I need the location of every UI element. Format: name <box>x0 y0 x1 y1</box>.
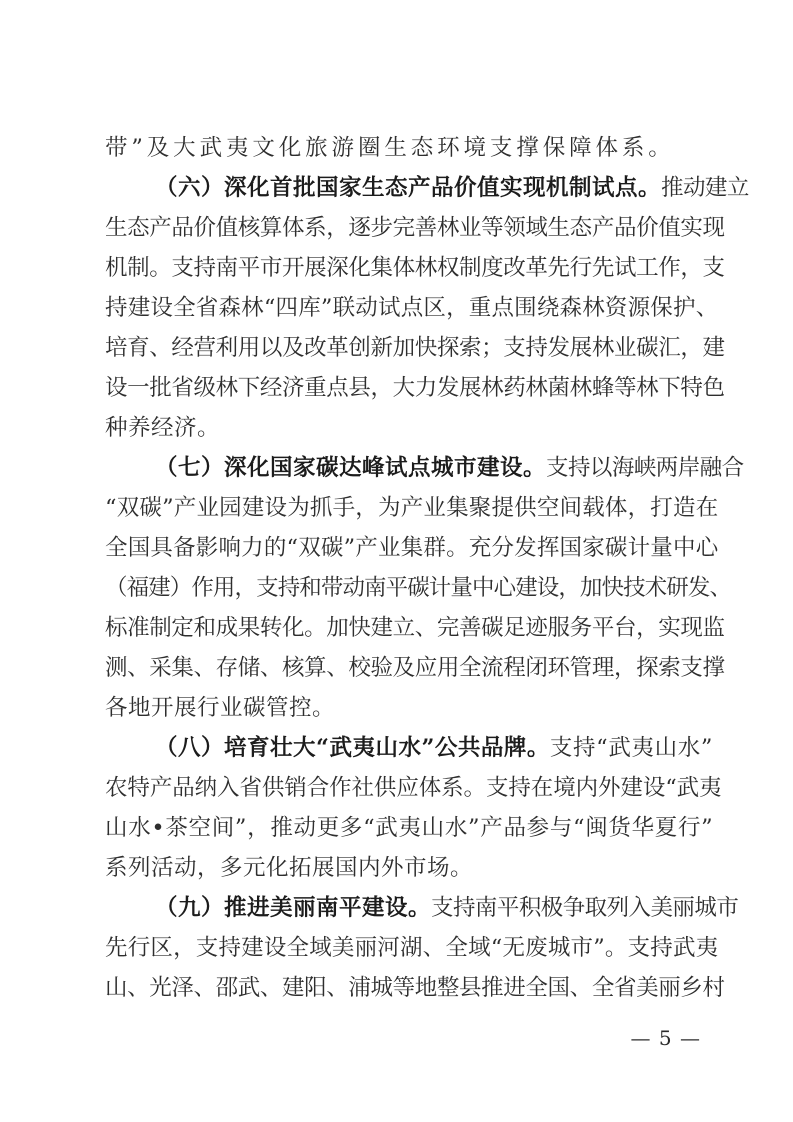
line-text: 农特产品纳入省供销合作社供应体系。支持在境内外建设“武夷 <box>105 775 722 801</box>
section-eight-heading: 培育壮大“武夷山水”公共品牌。 <box>224 735 550 761</box>
line-text: 系列活动，多元化拓展国内外市场。 <box>105 855 474 881</box>
text-line <box>105 848 701 888</box>
line-text: 山、光泽、邵武、建阳、浦城等地整县推进全国、全省美丽乡村 <box>105 975 725 1001</box>
text-line <box>105 288 719 328</box>
section-eight-line1-rest: 支持“武夷山水” <box>549 735 713 761</box>
line-text: 设一批省级林下经济重点县，大力发展林药林菌林蜂等林下特色 <box>105 375 725 401</box>
line-text: 生态产品价值核算体系，逐步完善林业等领域生态产品价值实现 <box>105 215 725 241</box>
line-text: 带”及大武夷文化旅游圈生态环境支撑保障体系。 <box>105 135 675 161</box>
text-line <box>105 368 725 408</box>
section-eight-number: （八） <box>155 735 225 761</box>
line-text: 山水•茶空间”，推动更多“武夷山水”产品参与“闽货华夏行” <box>105 815 714 841</box>
line-text: 各地开展行业碳管控。 <box>105 695 336 721</box>
section-six-number: （六） <box>155 175 225 201</box>
text-line <box>105 528 719 568</box>
section-nine-line1-rest: 支持南平积极争取列入美丽城市 <box>431 895 739 921</box>
section-six-heading: 深化首批国家生态产品价值实现机制试点。 <box>224 175 662 201</box>
text-line <box>105 928 719 968</box>
line-text: 持建设全省森林“四库”联动试点区，重点围绕森林资源保护、 <box>105 295 719 321</box>
section-eight-heading-line <box>105 728 713 768</box>
text-line <box>105 648 725 688</box>
section-nine-number: （九） <box>155 895 225 921</box>
text-line <box>105 968 725 1008</box>
text-line <box>105 608 725 648</box>
section-seven-line1-rest: 支持以海峡两岸融合 <box>546 455 744 481</box>
text-line <box>105 328 725 368</box>
document-body <box>105 128 749 1008</box>
line-text: 全国具备影响力的“双碳”产业集群。充分发挥国家碳计量中心 <box>105 535 719 561</box>
line-text: 机制。支持南平市开展深化集体林权制度改革先行先试工作，支 <box>105 255 725 281</box>
text-line <box>105 248 725 288</box>
section-seven-number: （七） <box>155 455 225 481</box>
text-line <box>105 568 732 608</box>
section-seven-heading: 深化国家碳达峰试点城市建设。 <box>224 455 547 481</box>
text-line <box>105 488 719 528</box>
section-nine-heading: 推进美丽南平建设。 <box>224 895 432 921</box>
text-line <box>105 408 701 448</box>
line-text: （福建）作用，支持和带动南平碳计量中心建设，加快技术研发、 <box>105 575 732 601</box>
section-nine-heading-line <box>105 888 739 928</box>
page-number: — 5 — <box>630 1026 701 1050</box>
line-text: “双碳”产业园建设为抓手，为产业集聚提供空间载体，打造在 <box>105 495 719 521</box>
line-text: 先行区，支持建设全域美丽河湖、全域“无废城市”。支持武夷 <box>105 935 719 961</box>
section-six-heading-line <box>105 168 749 208</box>
line-text: 种养经济。 <box>105 415 221 441</box>
line-text: 标准制定和成果转化。加快建立、完善碳足迹服务平台，实现监 <box>105 615 725 641</box>
text-line-carryover <box>105 128 701 168</box>
section-six-line1-rest: 推动建立 <box>661 175 749 201</box>
line-text: 培育、经营利用以及改革创新加快探索；支持发展林业碳汇，建 <box>105 335 725 361</box>
text-line <box>105 768 722 808</box>
section-seven-heading-line <box>105 448 744 488</box>
text-line <box>105 208 725 248</box>
line-text: 测、采集、存储、核算、校验及应用全流程闭环管理，探索支撑 <box>105 655 725 681</box>
text-line <box>105 688 701 728</box>
text-line <box>105 808 714 848</box>
